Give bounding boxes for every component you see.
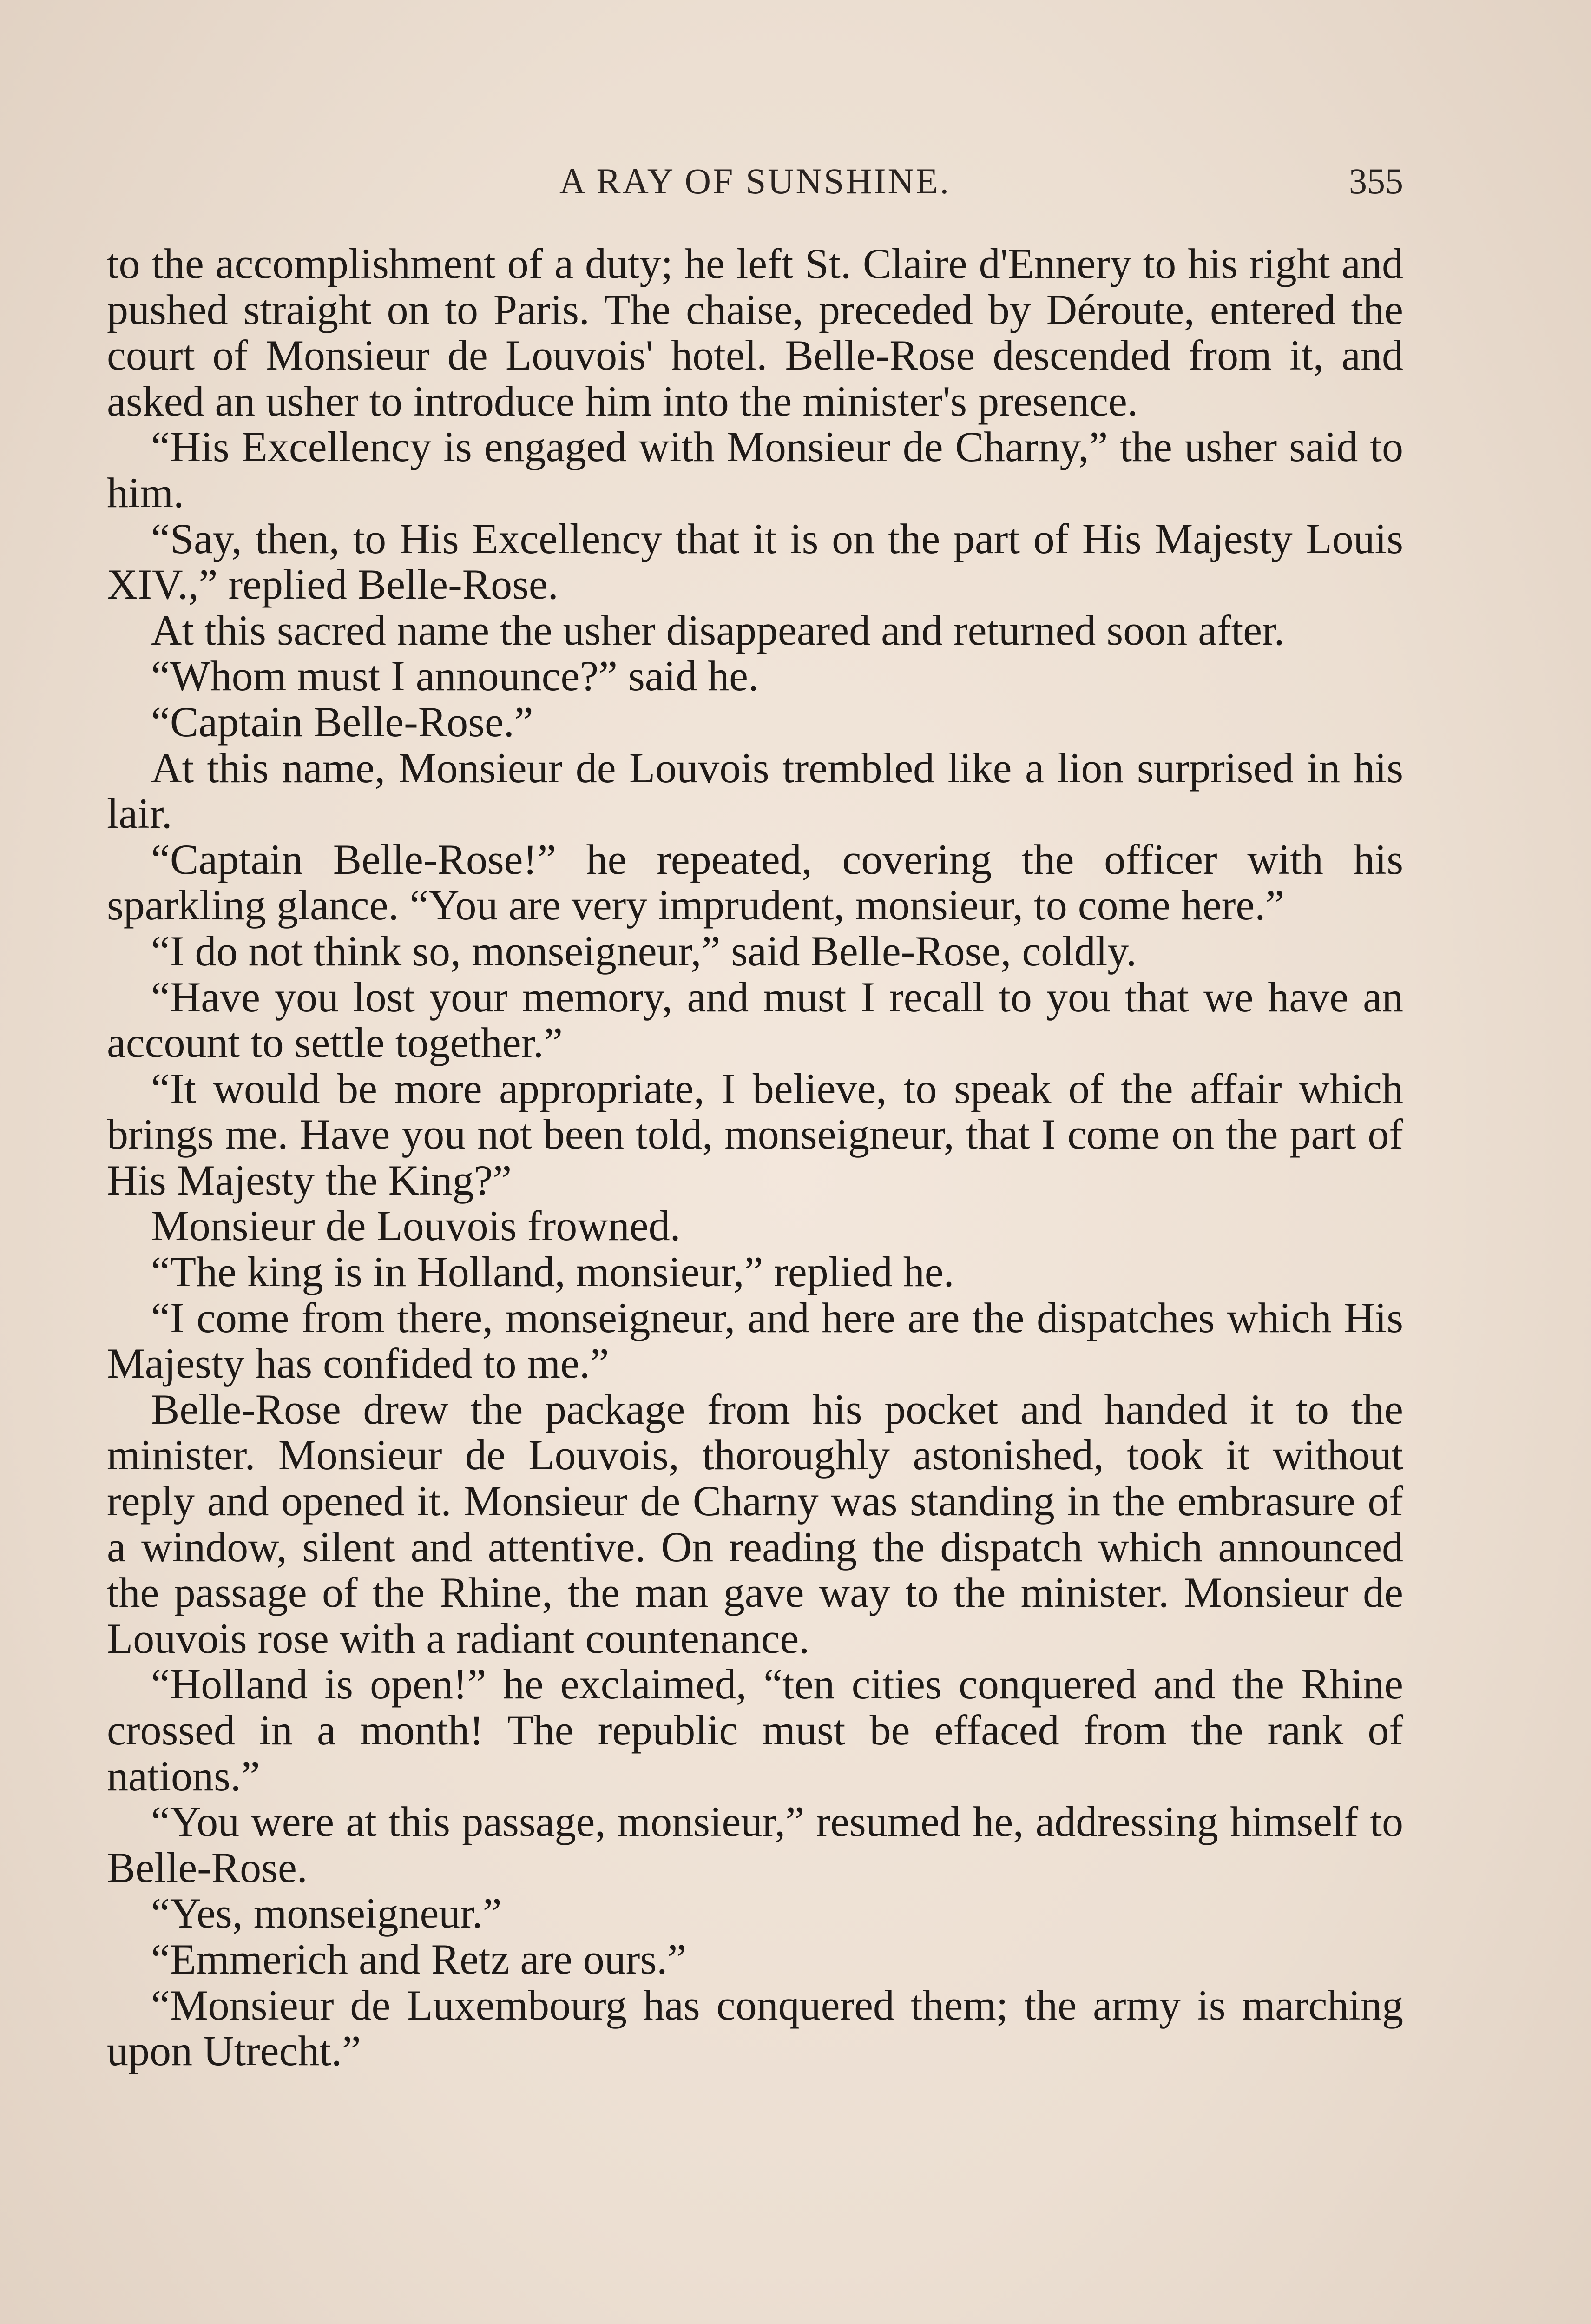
paragraph: At this sacred name the usher disappeared and returned soon after. — [151, 606, 1285, 654]
paragraph: “It would be more appropriate, I believe, to speak of the affair which brings me. Have you not been told, monseigneur, that I come on the part of His Majesty the King?” — [107, 1064, 1403, 1204]
paragraph: “Captain Belle-Rose!” he repeated, covering the officer with his sparkling glance. “You are very imprudent, monsieur, to come here.” — [107, 835, 1403, 929]
paragraph: “Captain Belle-Rose.” — [151, 698, 533, 746]
paragraph: “I do not think so, monseigneur,” said Belle-Rose, coldly. — [151, 927, 1137, 975]
paragraph: “Yes, monseigneur.” — [151, 1889, 502, 1937]
paragraph: Belle-Rose drew the package from his pocket and handed it to the minister. Monsieur de Louvois, thoroughly astonished, took it without reply and opened it. Monsieur de Charny was standing in the embrasure of a window, silent and attentive. On reading the dispatch which announced the passage of the Rhine, the man gave way to the minister. Monsieur de Louvois rose with a radiant countenance. — [107, 1385, 1403, 1662]
paragraph: Monsieur de Louvois frowned. — [151, 1202, 681, 1250]
running-title: A RAY OF SUNSHINE. — [559, 161, 951, 201]
paragraph: “Emmerich and Retz are ours.” — [151, 1935, 687, 1983]
paragraph: “The king is in Holland, monsieur,” replied he. — [151, 1248, 954, 1296]
paragraph: “You were at this passage, monsieur,” resumed he, addressing himself to Belle-Rose. — [107, 1798, 1403, 1891]
paragraph: “Whom must I announce?” said he. — [151, 652, 759, 700]
page-number: 355 — [1349, 161, 1403, 201]
paragraph: “Have you lost your memory, and must I recall to you that we have an account to settle together.” — [107, 973, 1403, 1067]
paragraph: “His Excellency is engaged with Monsieur de Charny,” the usher said to him. — [107, 423, 1403, 516]
paragraph: “Monsieur de Luxembourg has conquered them; the army is marching upon Utrecht.” — [107, 1981, 1403, 2075]
body-text — [107, 241, 1403, 2074]
paragraph: to the accomplishment of a duty; he left St. Claire d'Ennery to his right and pushed straight on to Paris. The chaise, preceded by Déroute, entered the court of Monsieur de Louvois' hotel. Belle-Rose descended from it, and asked an usher to introduce him into the minister's presence. — [107, 240, 1403, 425]
paragraph: “Say, then, to His Excellency that it is on the part of His Majesty Louis XIV.,” replied Belle-Rose. — [107, 515, 1403, 608]
paragraph: At this name, Monsieur de Louvois trembled like a lion surprised in his lair. — [107, 744, 1403, 838]
paragraph: “I come from there, monseigneur, and here are the dispatches which His Majesty has confided to me.” — [107, 1294, 1403, 1387]
page-header — [107, 153, 1403, 209]
paragraph: “Holland is open!” he exclaimed, “ten cities conquered and the Rhine crossed in a month! The republic must be effaced from the rank of nations.” — [107, 1660, 1403, 1800]
